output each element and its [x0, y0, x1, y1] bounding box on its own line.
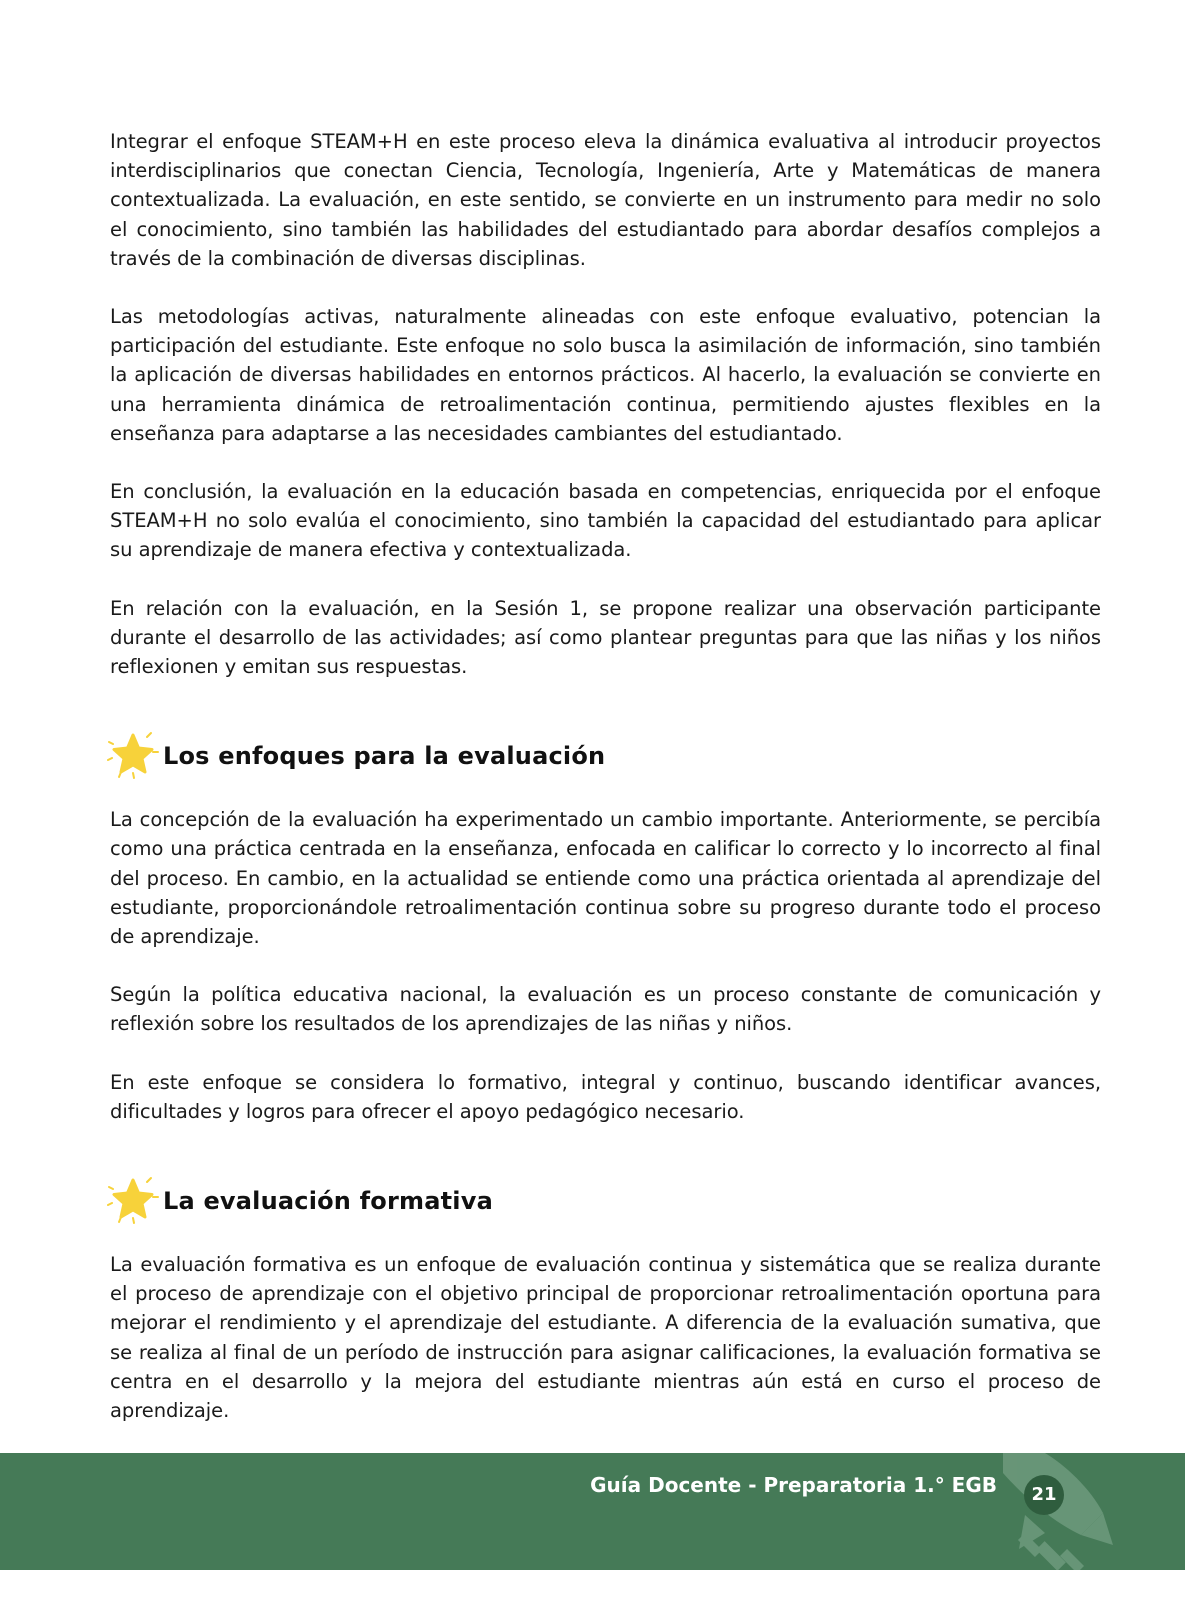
star-icon — [107, 1175, 159, 1227]
paragraph: En conclusión, la evaluación en la educación basada en competencias, enriquecida por el enfoque STEAM+H no solo evalúa el conocimiento, sino también la capacidad del estudiantado para aplicar su aprendizaje de manera efectiva y contextualizada. — [110, 480, 1101, 562]
section-title: Los enfoques para la evaluación — [163, 742, 606, 771]
paragraph: La concepción de la evaluación ha experimentado un cambio importante. Anteriormente, se percibía como una práctica centrada en la enseñanza, enfocada en calificar lo correcto y lo incorrecto al final del proceso. En cambio, en la actualidad se entiende como una práctica orientada al aprendizaje del estudiante, proporcionándole retroalimentación continua sobre su progreso durante todo el proceso de aprendizaje. — [110, 808, 1101, 949]
paragraph: La evaluación formativa es un enfoque de evaluación continua y sistemática que se realiza durante el proceso de aprendizaje con el objetivo principal de proporcionar retroalimentación oportuna para mejorar el rendimiento y el aprendizaje del estudiante. A diferencia de la evaluación sumativa, que se realiza al final de un período de instrucción para asignar calificaciones, la evaluación formativa se centra en el desarrollo y la mejora del estudiante mientras aún está en curso el proceso de aprendizaje. — [110, 1253, 1101, 1423]
paragraph: En este enfoque se considera lo formativo, integral y continuo, buscando identificar avances, dificultades y logros para ofrecer el apoyo pedagógico necesario. — [110, 1070, 1101, 1123]
star-icon — [107, 730, 159, 782]
page-number-badge: 21 — [1024, 1475, 1064, 1515]
paragraph: En relación con la evaluación, en la Sesión 1, se propone realizar una observación participante durante el desarrollo de las actividades; así como plantear preguntas para que las niñas y los niños reflexionen y emitan sus respuestas. — [110, 596, 1101, 679]
paragraph: Las metodologías activas, naturalmente alineadas con este enfoque evaluativo, potencian la participación del estudiante. Este enfoque no solo busca la asimilación de información, sino también la aplicación de diversas habilidades en entornos prácticos. Al hacerlo, la evaluación se convierte en una herramienta dinámica de retroalimentación continua, permitiendo ajustes flexibles en la enseñanza para adaptarse a las necesidades cambiantes del estudiantado. — [110, 305, 1101, 445]
page-footer — [0, 1453, 1185, 1570]
section-title: La evaluación formativa — [163, 1187, 493, 1216]
section-heading-formativa — [107, 1174, 1101, 1228]
paragraph: Integrar el enfoque STEAM+H en este proceso eleva la dinámica evaluativa al introducir proyectos interdisciplinarios que conectan Ciencia, Tecnología, Ingeniería, Arte y Matemáticas de manera contextualizada. La evaluación, en este sentido, se convierte en un instrumento para medir no solo el conocimiento, sino también las habilidades del estudiantado para abordar desafíos complejos a través de la combinación de diversas disciplinas. — [110, 130, 1101, 270]
footer-title: Guía Docente - Preparatoria 1.° EGB — [590, 1473, 997, 1497]
rocket-icon — [985, 1453, 1135, 1570]
paragraph: Según la política educativa nacional, la evaluación es un proceso constante de comunicación y reflexión sobre los resultados de los aprendizajes de las niñas y niños. — [110, 983, 1101, 1036]
section-heading-enfoques — [107, 729, 1101, 783]
page-content — [110, 127, 1101, 1425]
